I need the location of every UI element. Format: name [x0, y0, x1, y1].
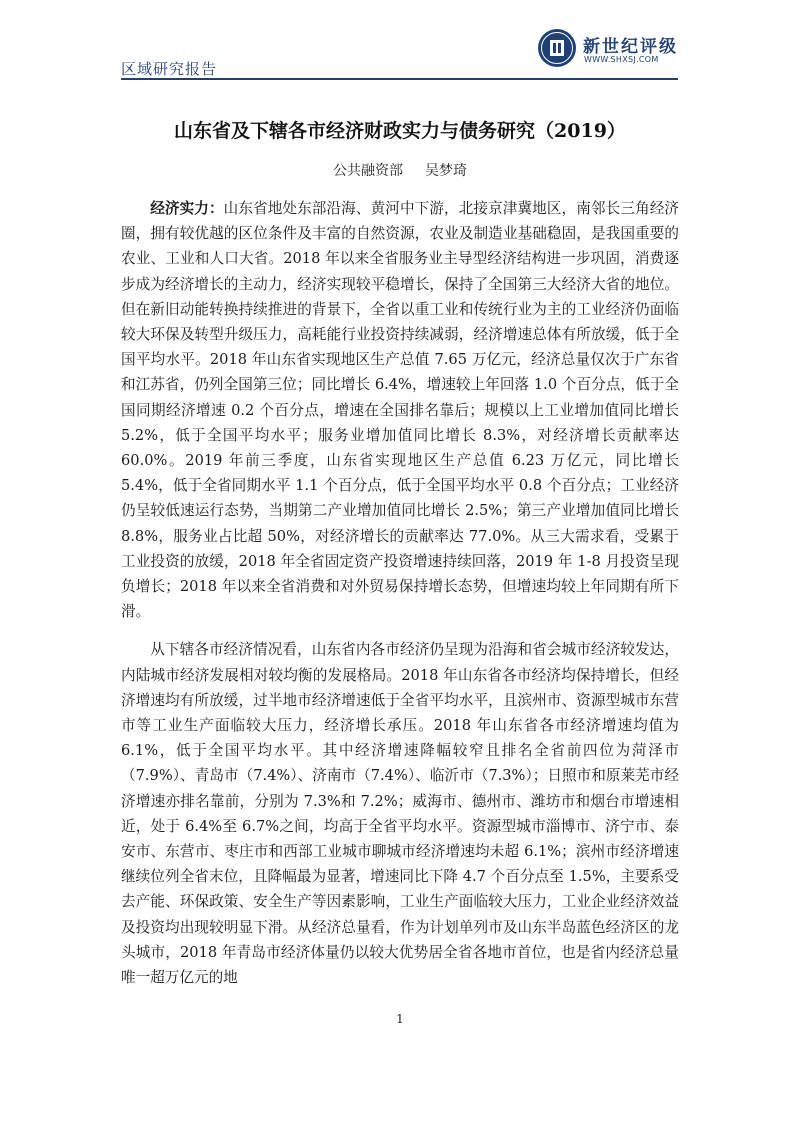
logo-emblem-icon — [537, 28, 577, 68]
author-name: 吴梦琦 — [425, 163, 467, 179]
report-type-label: 区域研究报告 — [121, 60, 218, 78]
logo-name: 新世纪评级 — [583, 37, 678, 57]
page-number: 1 — [396, 1012, 404, 1026]
company-logo — [537, 28, 687, 72]
page-header — [0, 0, 800, 90]
document-title: 山东省及下辖各市经济财政实力与债务研究（2019） — [174, 120, 626, 142]
paragraph-economic-strength — [121, 196, 679, 624]
paragraph-lead: 经济实力： — [150, 200, 224, 217]
department-name: 公共融资部 — [333, 163, 403, 179]
paragraph-city-economy: 从下辖各市经济情况看，山东省内各市经济仍呈现为沿海和省会城市经济较发达，内陆城市经济发展相对较均衡的发展格局。2018 年山东省各市经济均保持增长，但经济增速均有所放缓，过半地市经济增速低于全省平均水平，且滨州市、资源型城市东营市等工业生产面临较大压力，经济增长承压。2018 年山东省各市经济增速均值为 6.1%，低于全国平均水平。其中经济增速降幅较窄且排名全省前四位为菏泽市（7.9%）、青岛市（7.4%）、济南市（7.4%）、临沂市（7.3%）；日照市和原莱芜市经济增速亦排名靠前，分别为 7.3%和 7.2%；威海市、德州市、潍坊市和烟台市增速相近，处于 6.4%至 6.7%之间，均高于全省平均水平。资源型城市淄博市、济宁市、泰安市、东营市、枣庄市和西部工业城市聊城市经济增速均未超 6.1%；滨州市经济增速继续位列全省末位，且降幅最为显著，增速同比下降 4.7 个百分点至 1.5%，主要系受去产能、环保政策、安全生产等因素影响，工业生产面临较大压力，工业企业经济效益及投资均出现较明显下滑。从经济总量看，作为计划单列市及山东半岛蓝色经济区的龙头城市，2018 年青岛市经济体量仍以较大优势居全省各地市首位，也是省内经济总量唯一超万亿元的地 — [121, 641, 679, 987]
paragraph-text: 山东省地处东部沿海、黄河中下游，北接京津冀地区，南邻长三角经济圈，拥有较优越的区位条件及丰富的自然资源，农业及制造业基础稳固，是我国重要的农业、工业和人口大省。2018 年以来全省服务业主导型经济结构进一步巩固，消费逐步成为经济增长的主动力，经济实现较平稳增长，保持了全国第三大经济大省的地位。但在新旧动能转换持续推进的背景下，全省以重工业和传统行业为主的工业经济仍面临较大环保及转型升级压力，高耗能行业投资持续减弱，经济增速总体有所放缓，低于全国平均水平。2018 年山东省实现地区生产总值 7.65 万亿元，经济总量仅次于广东省和江苏省，仍列全国第三位；同比增长 6.4%，增速较上年回落 1.0 个百分点，低于全国同期经济增速 0.2 个百分点，增速在全国排名靠后；规模以上工业增加值同比增长 5.2%，低于全国平均水平；服务业增加值同比增长 8.3%，对经济增长贡献率达 60.0%。2019 年前三季度，山东省实现地区生产总值 6.23 万亿元，同比增长 5.4%，低于全省同期水平 1.1 个百分点，低于全国平均水平 0.8 个百分点；工业经济仍呈较低速运行态势，当期第二产业增加值同比增长 2.5%；第三产业增加值同比增长 8.8%，服务业占比超 50%，对经济增长的贡献率达 77.0%。从三大需求看，受累于工业投资的放缓，2018 年全省固定资产投资增速持续回落，2019 年 1-8 月投资呈现负增长；2018 年以来全省消费和对外贸易保持增长态势，但增速均较上年同期有所下滑。 — [121, 200, 679, 621]
document-body — [121, 196, 679, 1003]
author-line — [0, 160, 800, 180]
header-rule — [121, 78, 678, 80]
logo-url: WWW.SHXSJ.COM — [584, 55, 659, 64]
